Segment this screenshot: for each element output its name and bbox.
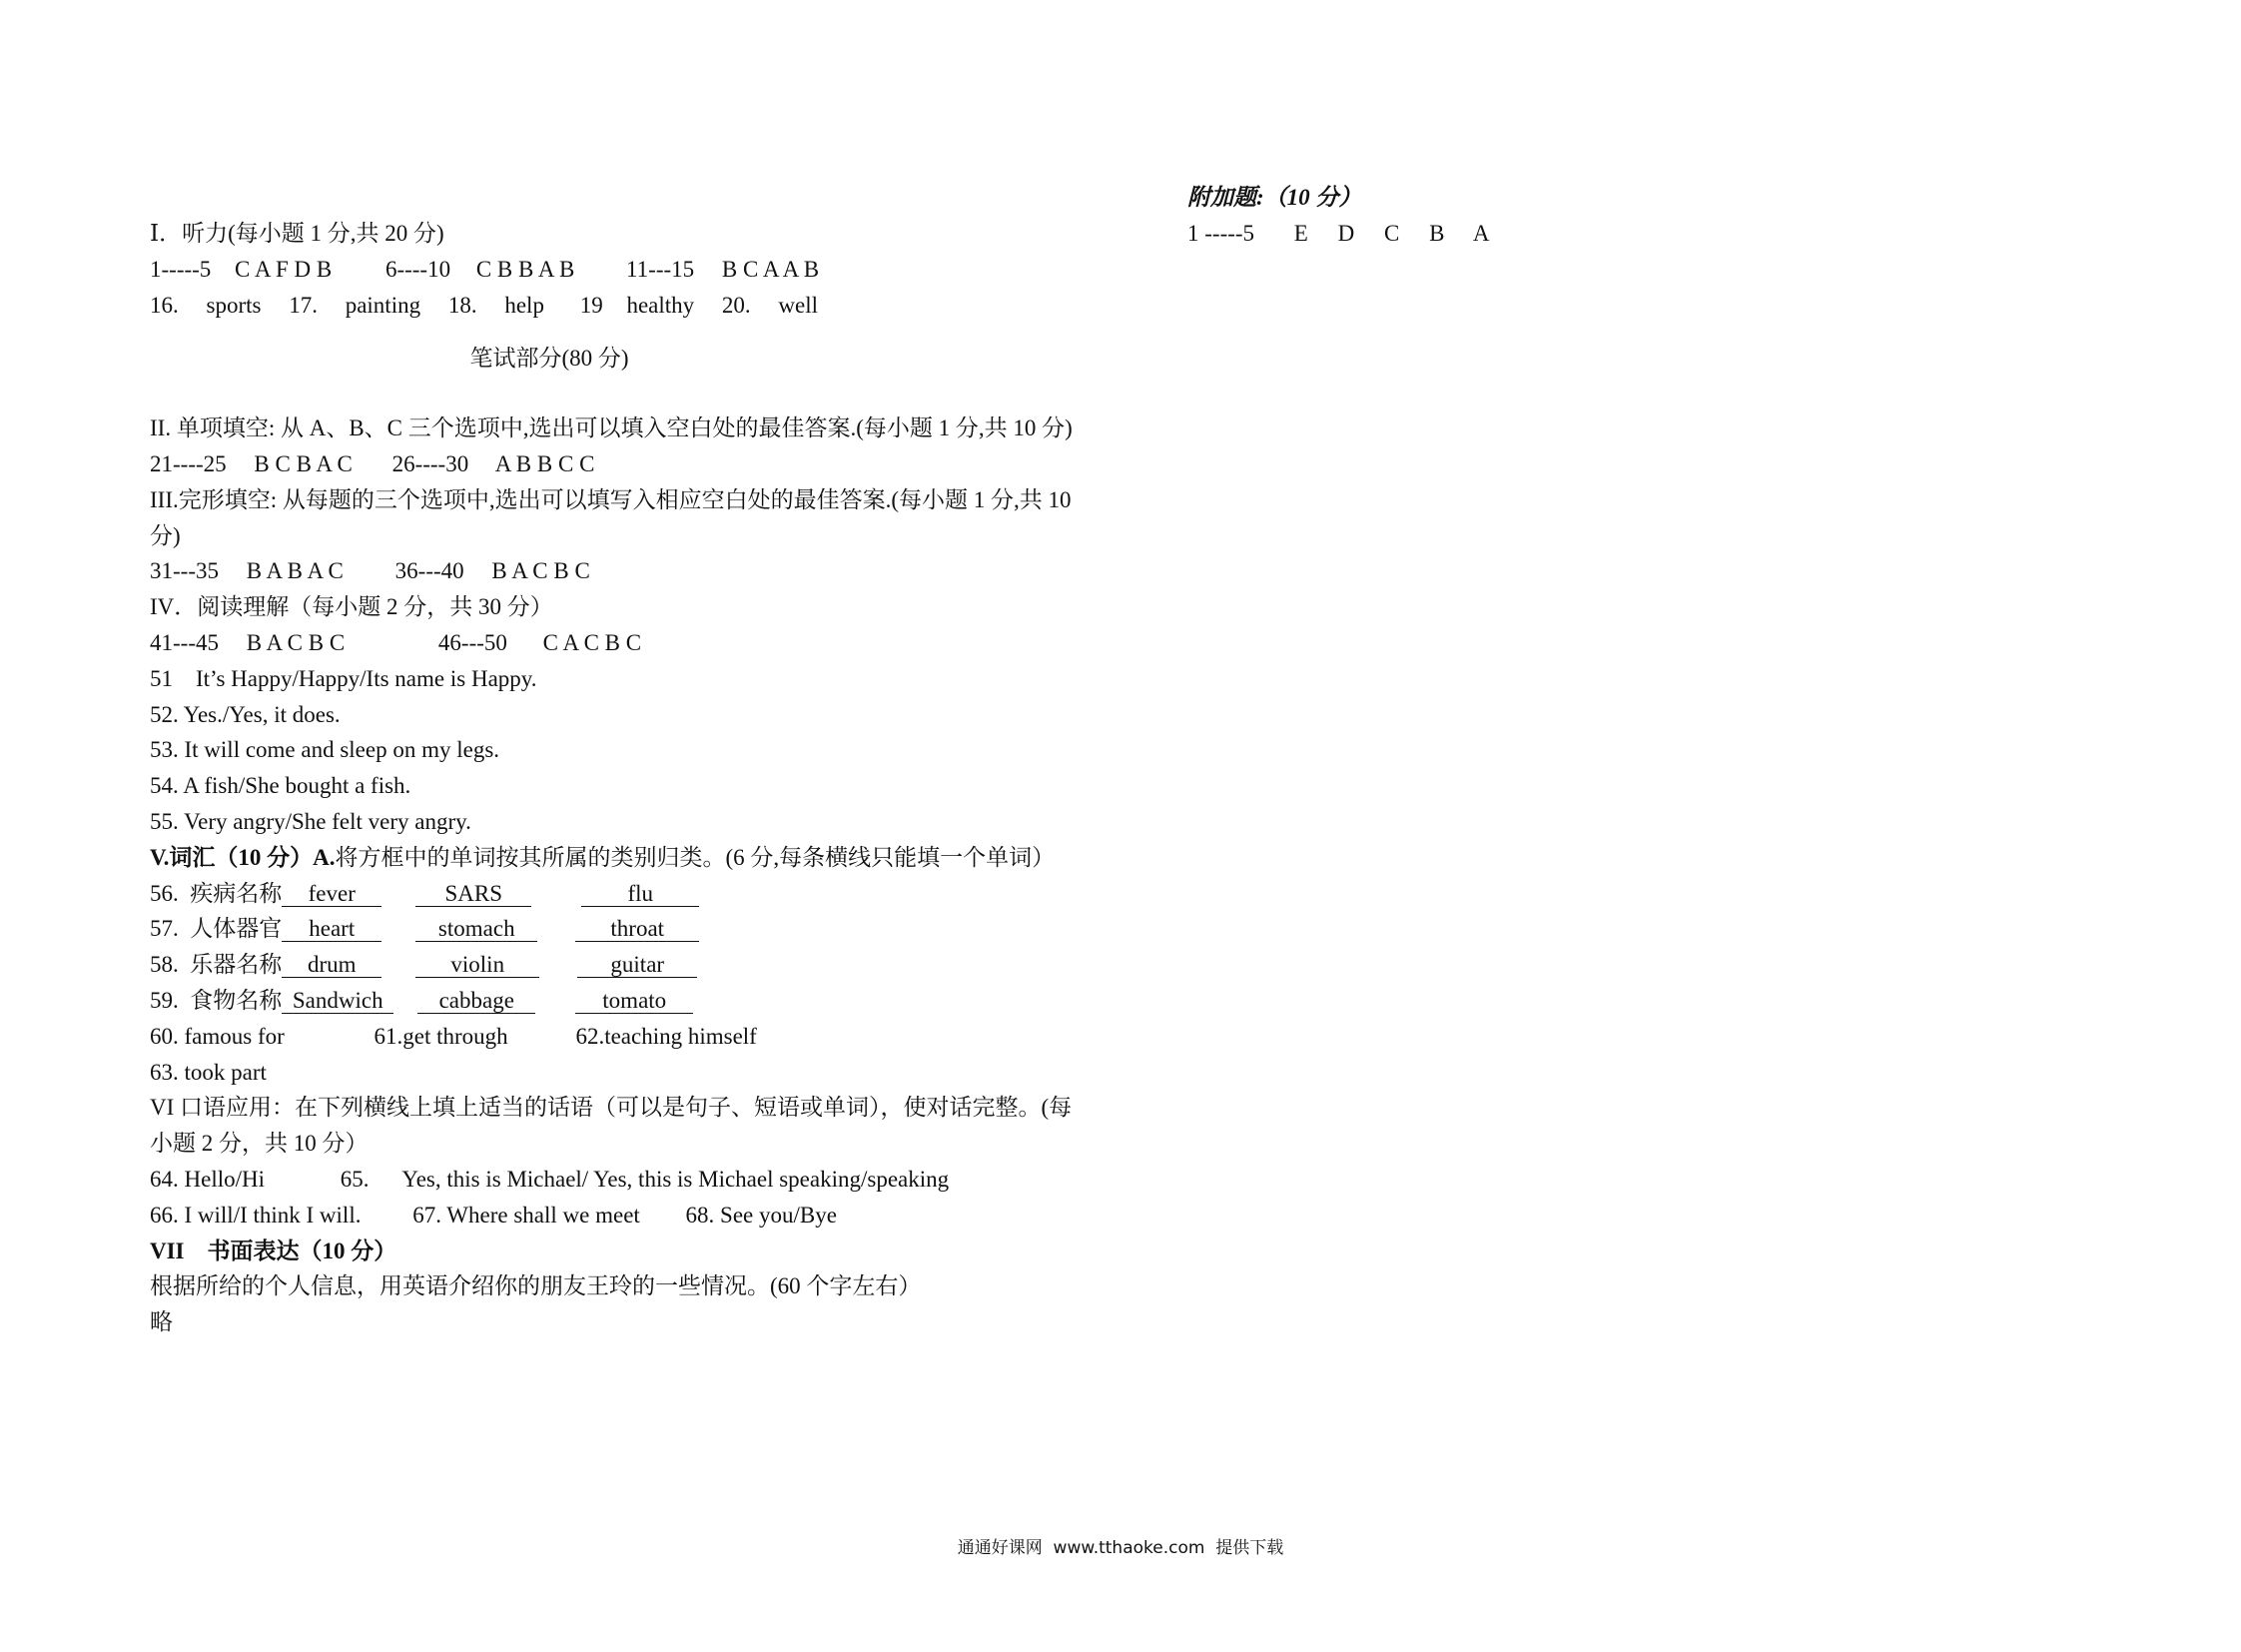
vocab-answer: heart <box>282 916 381 942</box>
writing-heading: VII 书面表达（10 分） <box>150 1238 397 1263</box>
reading-heading: IV．阅读理解（每小题 2 分，共 30 分） <box>150 594 553 620</box>
oral-line-2: 66. I will/I think I will. 67. Where shall we meet 68. See you/Bye <box>150 1202 837 1228</box>
answer-key-left-column <box>150 216 1079 1340</box>
bonus-answers: 1 -----5 E D C B A <box>1187 220 1490 246</box>
writing-prompt: 根据所给的个人信息，用英语介绍你的朋友王玲的一些情况。(60 个字左右） <box>150 1273 922 1299</box>
vocab-answer: stomach <box>415 916 537 942</box>
oral-heading: VI 口语应用：在下列横线上填上适当的话语（可以是句子、短语或单词），使对话完整。(每小题 2 分，共 10 分） <box>150 1095 1073 1157</box>
oral-line-1: 64. Hello/Hi 65. Yes, this is Michael/ Yes, this is Michael speaking/speaking <box>150 1166 950 1192</box>
reading-item-51: 51 It’s Happy/Happy/Its name is Happy. <box>150 665 537 691</box>
reading-item-53: 53. It will come and sleep on my legs. <box>150 737 500 763</box>
listening-answers-row2: 16. sports 17. painting 18. help 19 healthy 20. well <box>150 292 819 318</box>
vocab-line-60: 60. famous for 61.get through 62.teaching himself <box>150 1023 757 1049</box>
vocab-answer: flu <box>581 881 699 907</box>
vocab-answer: drum <box>282 952 381 978</box>
written-section-title: 笔试部分(80 分) <box>469 346 629 372</box>
single-choice-heading: II. 单项填空: 从 A、B、C 三个选项中,选出可以填入空白处的最佳答案.(每小题 1 分,共 10 分) <box>150 415 1073 441</box>
reading-answers: 41---45 B A C B C 46---50 C A C B C <box>150 629 642 655</box>
bonus-heading: 附加题:（10 分） <box>1187 185 1362 210</box>
vocab-answer: throat <box>575 916 699 942</box>
listening-heading: Ⅰ．听力(每小题 1 分,共 20 分) <box>150 221 444 246</box>
vocab-answer: cabbage <box>417 988 535 1014</box>
vocab-answer: SARS <box>415 881 531 907</box>
vocab-row-56: 56. 疾病名称 fever SARS flu <box>150 876 1079 912</box>
vocab-answer: violin <box>415 952 539 978</box>
reading-item-55: 55. Very angry/She felt very angry. <box>150 808 471 834</box>
vocab-row-57: 57. 人体器官 heart stomach throat <box>150 911 1079 947</box>
cloze-heading: III.完形填空: 从每题的三个选项中,选出可以填写入相应空白处的最佳答案.(每小题 1 分,共 10 分) <box>150 486 1072 548</box>
vocab-answer: tomato <box>575 988 693 1014</box>
reading-item-52: 52. Yes./Yes, it does. <box>150 701 341 727</box>
vocab-row-58: 58. 乐器名称 drum violin guitar <box>150 947 1079 983</box>
vocab-line-63: 63. took part <box>150 1059 267 1085</box>
vocab-answer: fever <box>282 881 381 907</box>
vocab-row-59: 59. 食物名称 Sandwich cabbage tomato <box>150 983 1079 1019</box>
vocab-answer: Sandwich <box>282 988 393 1014</box>
vocab-answer: guitar <box>577 952 697 978</box>
footer-source-note: 通通好课网 www.tthaoke.com 提供下载 <box>957 1538 1284 1558</box>
reading-item-54: 54. A fish/She bought a fish. <box>150 773 411 799</box>
vocab-heading: V.词汇（10 分）A.将方框中的单词按其所属的类别归类。(6 分,每条横线只能填一个单词） <box>150 844 1056 870</box>
writing-answer: 略 <box>150 1309 173 1335</box>
listening-answers-row1: 1-----5 C A F D B 6----10 C B B A B 11---15 B C A A B <box>150 256 820 282</box>
cloze-answers: 31---35 B A B A C 36---40 B A C B C <box>150 558 590 584</box>
bonus-section <box>1187 180 1490 252</box>
single-choice-answers: 21----25 B C B A C 26----30 A B B C C <box>150 450 595 476</box>
